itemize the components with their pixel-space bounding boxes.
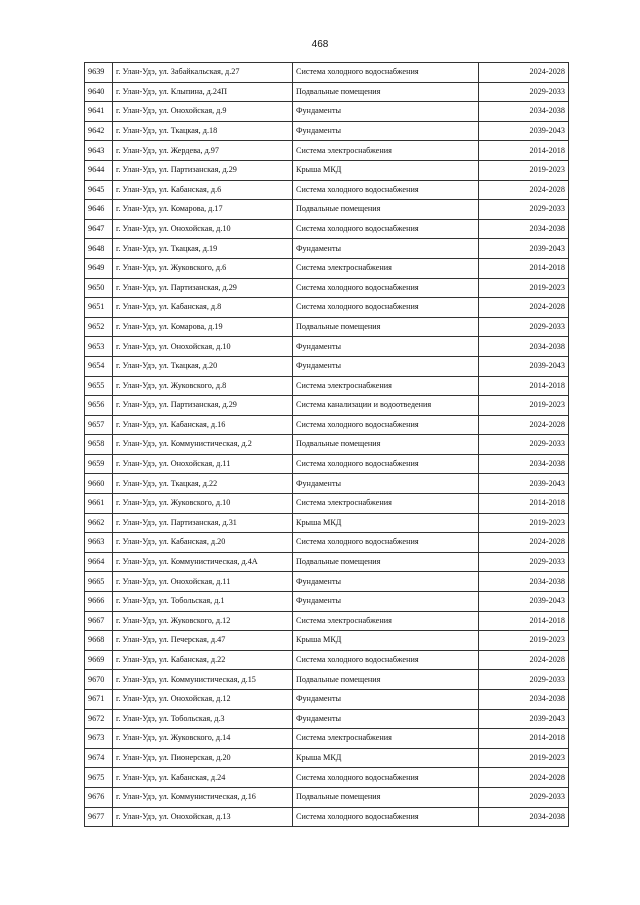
period-cell: 2029-2033 xyxy=(479,552,569,572)
address-cell: г. Улан-Удэ, ул. Комарова, д.19 xyxy=(113,317,293,337)
row-number-cell: 9642 xyxy=(85,121,113,141)
address-cell: г. Улан-Удэ, ул. Жуковского, д.12 xyxy=(113,611,293,631)
table-row xyxy=(85,748,569,768)
period-cell: 2034-2038 xyxy=(479,454,569,474)
period-cell: 2034-2038 xyxy=(479,807,569,827)
period-cell: 2019-2023 xyxy=(479,513,569,533)
row-number-cell: 9665 xyxy=(85,572,113,592)
row-number-cell: 9644 xyxy=(85,160,113,180)
row-number-cell: 9659 xyxy=(85,454,113,474)
table-row xyxy=(85,474,569,494)
address-cell: г. Улан-Удэ, ул. Клыпина, д.24П xyxy=(113,82,293,102)
period-cell: 2014-2018 xyxy=(479,611,569,631)
address-cell: г. Улан-Удэ, ул. Ткацкая, д.22 xyxy=(113,474,293,494)
period-cell: 2019-2023 xyxy=(479,748,569,768)
row-number-cell: 9643 xyxy=(85,141,113,161)
period-cell: 2014-2018 xyxy=(479,494,569,514)
table-row xyxy=(85,356,569,376)
table-row xyxy=(85,494,569,514)
table-row xyxy=(85,709,569,729)
work-type-cell: Фундаменты xyxy=(293,102,479,122)
period-cell: 2019-2023 xyxy=(479,160,569,180)
row-number-cell: 9675 xyxy=(85,768,113,788)
address-cell: г. Улан-Удэ, ул. Пионерская, д.20 xyxy=(113,748,293,768)
address-cell: г. Улан-Удэ, ул. Онохойская, д.12 xyxy=(113,690,293,710)
period-cell: 2034-2038 xyxy=(479,102,569,122)
period-cell: 2039-2043 xyxy=(479,709,569,729)
address-cell: г. Улан-Удэ, ул. Онохойская, д.11 xyxy=(113,454,293,474)
address-cell: г. Улан-Удэ, ул. Партизанская, д.29 xyxy=(113,396,293,416)
address-cell: г. Улан-Удэ, ул. Онохойская, д.13 xyxy=(113,807,293,827)
row-number-cell: 9661 xyxy=(85,494,113,514)
work-type-cell: Фундаменты xyxy=(293,474,479,494)
table-row xyxy=(85,141,569,161)
work-type-cell: Система холодного водоснабжения xyxy=(293,768,479,788)
row-number-cell: 9662 xyxy=(85,513,113,533)
period-cell: 2024-2028 xyxy=(479,533,569,553)
table-row xyxy=(85,768,569,788)
row-number-cell: 9641 xyxy=(85,102,113,122)
table-row xyxy=(85,121,569,141)
work-type-cell: Система холодного водоснабжения xyxy=(293,278,479,298)
address-cell: г. Улан-Удэ, ул. Тобольская, д.1 xyxy=(113,592,293,612)
table-row xyxy=(85,63,569,83)
table-row xyxy=(85,690,569,710)
address-cell: г. Улан-Удэ, ул. Онохойская, д.11 xyxy=(113,572,293,592)
table-row xyxy=(85,415,569,435)
address-cell: г. Улан-Удэ, ул. Кабанская, д.20 xyxy=(113,533,293,553)
period-cell: 2034-2038 xyxy=(479,219,569,239)
page-number: 468 xyxy=(311,39,329,50)
row-number-cell: 9672 xyxy=(85,709,113,729)
work-type-cell: Подвальные помещения xyxy=(293,317,479,337)
period-cell: 2029-2033 xyxy=(479,435,569,455)
address-cell: г. Улан-Удэ, ул. Кабанская, д.22 xyxy=(113,650,293,670)
work-type-cell: Система электроснабжения xyxy=(293,258,479,278)
period-cell: 2014-2018 xyxy=(479,729,569,749)
row-number-cell: 9666 xyxy=(85,592,113,612)
work-type-cell: Система холодного водоснабжения xyxy=(293,63,479,83)
address-cell: г. Улан-Удэ, ул. Кабанская, д.6 xyxy=(113,180,293,200)
address-cell: г. Улан-Удэ, ул. Коммунистическая, д.16 xyxy=(113,787,293,807)
address-cell: г. Улан-Удэ, ул. Жуковского, д.14 xyxy=(113,729,293,749)
row-number-cell: 9668 xyxy=(85,631,113,651)
row-number-cell: 9651 xyxy=(85,298,113,318)
work-type-cell: Подвальные помещения xyxy=(293,787,479,807)
work-type-cell: Система холодного водоснабжения xyxy=(293,415,479,435)
work-type-cell: Система холодного водоснабжения xyxy=(293,219,479,239)
work-type-cell: Фундаменты xyxy=(293,239,479,259)
row-number-cell: 9646 xyxy=(85,200,113,220)
row-number-cell: 9656 xyxy=(85,396,113,416)
work-type-cell: Подвальные помещения xyxy=(293,552,479,572)
period-cell: 2029-2033 xyxy=(479,787,569,807)
work-type-cell: Система электроснабжения xyxy=(293,376,479,396)
period-cell: 2014-2018 xyxy=(479,258,569,278)
address-cell: г. Улан-Удэ, ул. Партизанская, д.31 xyxy=(113,513,293,533)
row-number-cell: 9660 xyxy=(85,474,113,494)
period-cell: 2024-2028 xyxy=(479,650,569,670)
work-type-cell: Система холодного водоснабжения xyxy=(293,533,479,553)
table-row xyxy=(85,239,569,259)
table-row xyxy=(85,787,569,807)
table-row xyxy=(85,435,569,455)
table-row xyxy=(85,650,569,670)
address-cell: г. Улан-Удэ, ул. Кабанская, д.8 xyxy=(113,298,293,318)
address-cell: г. Улан-Удэ, ул. Забайкальская, д.27 xyxy=(113,63,293,83)
work-type-cell: Подвальные помещения xyxy=(293,82,479,102)
row-number-cell: 9645 xyxy=(85,180,113,200)
row-number-cell: 9652 xyxy=(85,317,113,337)
row-number-cell: 9670 xyxy=(85,670,113,690)
address-cell: г. Улан-Удэ, ул. Онохойская, д.10 xyxy=(113,337,293,357)
table-row xyxy=(85,729,569,749)
work-type-cell: Система холодного водоснабжения xyxy=(293,180,479,200)
period-cell: 2039-2043 xyxy=(479,592,569,612)
period-cell: 2029-2033 xyxy=(479,670,569,690)
address-cell: г. Улан-Удэ, ул. Ткацкая, д.18 xyxy=(113,121,293,141)
table-row xyxy=(85,807,569,827)
table-row xyxy=(85,396,569,416)
work-type-cell: Система канализации и водоотведения xyxy=(293,396,479,416)
address-cell: г. Улан-Удэ, ул. Партизанская, д.29 xyxy=(113,278,293,298)
work-type-cell: Система электроснабжения xyxy=(293,611,479,631)
period-cell: 2039-2043 xyxy=(479,356,569,376)
table-row xyxy=(85,200,569,220)
work-type-cell: Подвальные помещения xyxy=(293,435,479,455)
row-number-cell: 9655 xyxy=(85,376,113,396)
period-cell: 2034-2038 xyxy=(479,572,569,592)
table-row xyxy=(85,552,569,572)
table-row xyxy=(85,454,569,474)
row-number-cell: 9648 xyxy=(85,239,113,259)
table-row xyxy=(85,592,569,612)
work-type-cell: Система электроснабжения xyxy=(293,494,479,514)
row-number-cell: 9639 xyxy=(85,63,113,83)
address-cell: г. Улан-Удэ, ул. Ткацкая, д.20 xyxy=(113,356,293,376)
work-type-cell: Подвальные помещения xyxy=(293,670,479,690)
row-number-cell: 9671 xyxy=(85,690,113,710)
period-cell: 2034-2038 xyxy=(479,690,569,710)
period-cell: 2019-2023 xyxy=(479,278,569,298)
table-row xyxy=(85,219,569,239)
address-cell: г. Улан-Удэ, ул. Ткацкая, д.19 xyxy=(113,239,293,259)
period-cell: 2019-2023 xyxy=(479,396,569,416)
table-row xyxy=(85,670,569,690)
address-cell: г. Улан-Удэ, ул. Комарова, д.17 xyxy=(113,200,293,220)
period-cell: 2034-2038 xyxy=(479,337,569,357)
work-type-cell: Фундаменты xyxy=(293,356,479,376)
work-type-cell: Система электроснабжения xyxy=(293,141,479,161)
row-number-cell: 9657 xyxy=(85,415,113,435)
row-number-cell: 9654 xyxy=(85,356,113,376)
repair-schedule-table xyxy=(84,62,569,827)
row-number-cell: 9669 xyxy=(85,650,113,670)
work-type-cell: Фундаменты xyxy=(293,709,479,729)
row-number-cell: 9653 xyxy=(85,337,113,357)
row-number-cell: 9640 xyxy=(85,82,113,102)
row-number-cell: 9647 xyxy=(85,219,113,239)
work-type-cell: Фундаменты xyxy=(293,572,479,592)
address-cell: г. Улан-Удэ, ул. Жуковского, д.8 xyxy=(113,376,293,396)
table-row xyxy=(85,278,569,298)
work-type-cell: Крыша МКД xyxy=(293,631,479,651)
address-cell: г. Улан-Удэ, ул. Жердева, д.97 xyxy=(113,141,293,161)
work-type-cell: Система холодного водоснабжения xyxy=(293,807,479,827)
period-cell: 2029-2033 xyxy=(479,317,569,337)
period-cell: 2024-2028 xyxy=(479,768,569,788)
table-row xyxy=(85,376,569,396)
period-cell: 2024-2028 xyxy=(479,180,569,200)
address-cell: г. Улан-Удэ, ул. Партизанская, д.29 xyxy=(113,160,293,180)
row-number-cell: 9676 xyxy=(85,787,113,807)
address-cell: г. Улан-Удэ, ул. Коммунистическая, д.2 xyxy=(113,435,293,455)
address-cell: г. Улан-Удэ, ул. Коммунистическая, д.15 xyxy=(113,670,293,690)
table-row xyxy=(85,533,569,553)
table-row xyxy=(85,337,569,357)
table-row xyxy=(85,102,569,122)
table-row xyxy=(85,82,569,102)
row-number-cell: 9664 xyxy=(85,552,113,572)
period-cell: 2019-2023 xyxy=(479,631,569,651)
table-body xyxy=(85,63,569,827)
work-type-cell: Фундаменты xyxy=(293,690,479,710)
work-type-cell: Система электроснабжения xyxy=(293,729,479,749)
period-cell: 2029-2033 xyxy=(479,82,569,102)
table-row xyxy=(85,258,569,278)
period-cell: 2024-2028 xyxy=(479,298,569,318)
period-cell: 2039-2043 xyxy=(479,121,569,141)
work-type-cell: Фундаменты xyxy=(293,121,479,141)
work-type-cell: Система холодного водоснабжения xyxy=(293,650,479,670)
work-type-cell: Фундаменты xyxy=(293,592,479,612)
address-cell: г. Улан-Удэ, ул. Коммунистическая, д.4А xyxy=(113,552,293,572)
work-type-cell: Крыша МКД xyxy=(293,160,479,180)
period-cell: 2024-2028 xyxy=(479,415,569,435)
work-type-cell: Система холодного водоснабжения xyxy=(293,454,479,474)
row-number-cell: 9677 xyxy=(85,807,113,827)
row-number-cell: 9673 xyxy=(85,729,113,749)
table-row xyxy=(85,160,569,180)
address-cell: г. Улан-Удэ, ул. Онохойская, д.9 xyxy=(113,102,293,122)
row-number-cell: 9649 xyxy=(85,258,113,278)
address-cell: г. Улан-Удэ, ул. Печерская, д.47 xyxy=(113,631,293,651)
work-type-cell: Крыша МКД xyxy=(293,513,479,533)
period-cell: 2039-2043 xyxy=(479,474,569,494)
table-row xyxy=(85,631,569,651)
table-row xyxy=(85,572,569,592)
period-cell: 2014-2018 xyxy=(479,376,569,396)
table-row xyxy=(85,317,569,337)
address-cell: г. Улан-Удэ, ул. Жуковского, д.10 xyxy=(113,494,293,514)
period-cell: 2024-2028 xyxy=(479,63,569,83)
address-cell: г. Улан-Удэ, ул. Тобольская, д.3 xyxy=(113,709,293,729)
table-row xyxy=(85,180,569,200)
row-number-cell: 9663 xyxy=(85,533,113,553)
table-row xyxy=(85,298,569,318)
period-cell: 2014-2018 xyxy=(479,141,569,161)
work-type-cell: Фундаменты xyxy=(293,337,479,357)
work-type-cell: Система холодного водоснабжения xyxy=(293,298,479,318)
address-cell: г. Улан-Удэ, ул. Кабанская, д.24 xyxy=(113,768,293,788)
row-number-cell: 9658 xyxy=(85,435,113,455)
address-cell: г. Улан-Удэ, ул. Онохойская, д.10 xyxy=(113,219,293,239)
address-cell: г. Улан-Удэ, ул. Кабанская, д.16 xyxy=(113,415,293,435)
row-number-cell: 9674 xyxy=(85,748,113,768)
table-row xyxy=(85,611,569,631)
work-type-cell: Крыша МКД xyxy=(293,748,479,768)
table-row xyxy=(85,513,569,533)
address-cell: г. Улан-Удэ, ул. Жуковского, д.6 xyxy=(113,258,293,278)
row-number-cell: 9650 xyxy=(85,278,113,298)
period-cell: 2029-2033 xyxy=(479,200,569,220)
work-type-cell: Подвальные помещения xyxy=(293,200,479,220)
row-number-cell: 9667 xyxy=(85,611,113,631)
period-cell: 2039-2043 xyxy=(479,239,569,259)
